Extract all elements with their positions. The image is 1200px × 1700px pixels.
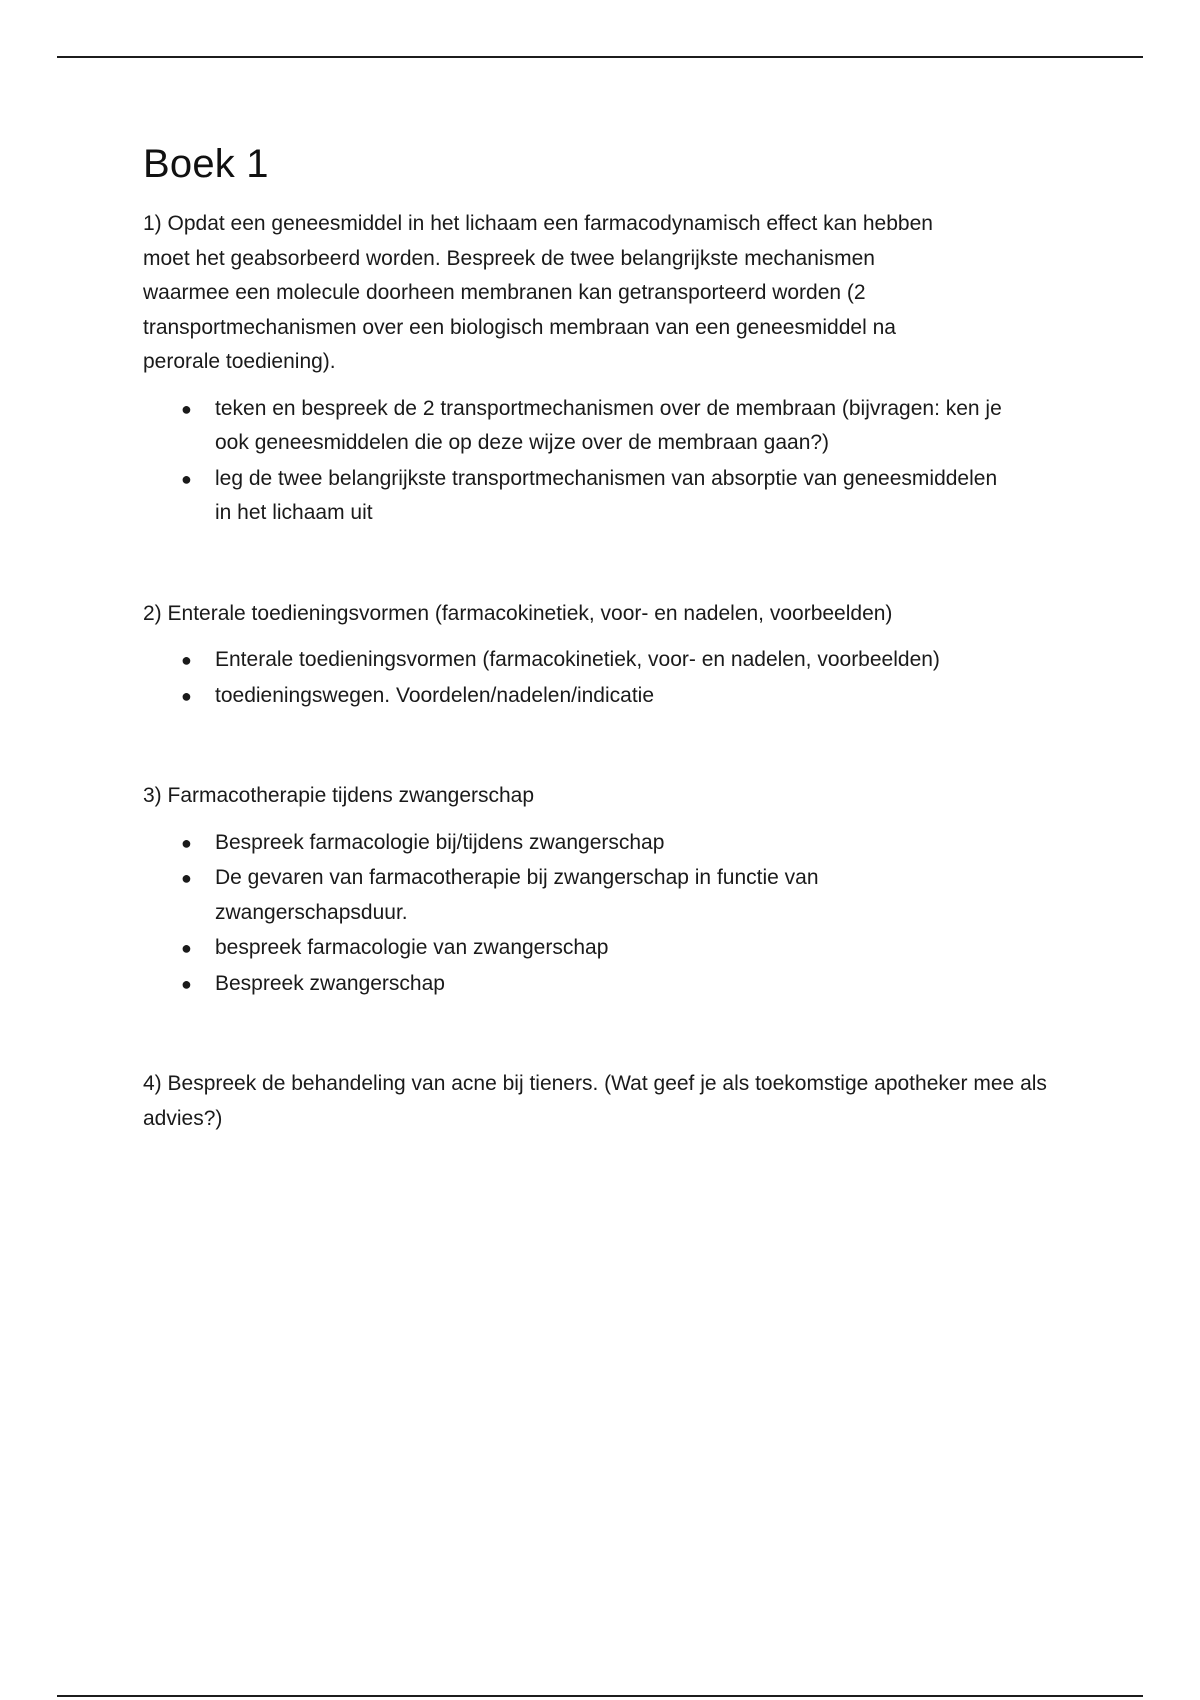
question-1 <box>143 207 1063 531</box>
list-item: ● bespreek farmacologie van zwangerschap <box>215 931 915 966</box>
bullet-list <box>143 643 1063 713</box>
question-text: 2) Enterale toedieningsvormen (farmacokinetiek, voor- en nadelen, voorbeelden) <box>143 601 893 625</box>
question-2 <box>143 597 1063 714</box>
bullet-icon: ● <box>181 398 192 419</box>
list-item: ● Enterale toedieningsvormen (farmacokinetiek, voor- en nadelen, voorbeelden) <box>215 643 1063 678</box>
page-title: Boek 1 <box>143 142 269 186</box>
list-item: ● De gevaren van farmacotherapie bij zwangerschap in functie van zwangerschapsduur. <box>215 861 915 930</box>
bullet-icon: ● <box>181 973 192 994</box>
bullet-icon: ● <box>181 938 192 958</box>
bullet-icon: ● <box>181 832 192 853</box>
question-text: 1) Opdat een geneesmiddel in het lichaam een farmacodynamisch effect kan hebben moet het geabsorbeerd worden. Bespreek de twee belangrijkste mechanismen waarmee een molecule doorheen membranen kan getransporteerd worden (2 transportmechanismen over een biologisch membraan van een geneesmiddel na perorale toediening). <box>143 212 933 373</box>
list-item: ● Bespreek zwangerschap <box>215 967 915 1002</box>
top-rule <box>57 56 1143 58</box>
question-4 <box>143 1067 1063 1136</box>
list-item: ● Bespreek farmacologie bij/tijdens zwangerschap <box>215 826 915 861</box>
bullet-icon: ● <box>181 468 192 489</box>
bullet-icon: ● <box>181 868 192 888</box>
bottom-rule <box>57 1695 1143 1697</box>
question-text: 4) Bespreek de behandeling van acne bij tieners. (Wat geef je als toekomstige apotheker mee als advies?) <box>143 1072 1047 1130</box>
question-3 <box>143 779 1063 1001</box>
question-text: 3) Farmacotherapie tijdens zwangerschap <box>143 784 535 807</box>
bullet-list <box>143 392 1015 531</box>
list-item: ● teken en bespreek de 2 transportmechanismen over de membraan (bijvragen: ken je ook geneesmiddelen die op deze wijze over de membraan gaan?) <box>215 392 1015 461</box>
document-body <box>143 142 1063 1136</box>
bullet-icon: ● <box>181 650 192 670</box>
list-item: ● toedieningswegen. Voordelen/nadelen/indicatie <box>215 679 1063 714</box>
bullet-icon: ● <box>181 685 192 706</box>
bullet-list <box>143 826 915 1002</box>
list-item: ● leg de twee belangrijkste transportmechanismen van absorptie van geneesmiddelen in het lichaam uit <box>215 462 1015 531</box>
